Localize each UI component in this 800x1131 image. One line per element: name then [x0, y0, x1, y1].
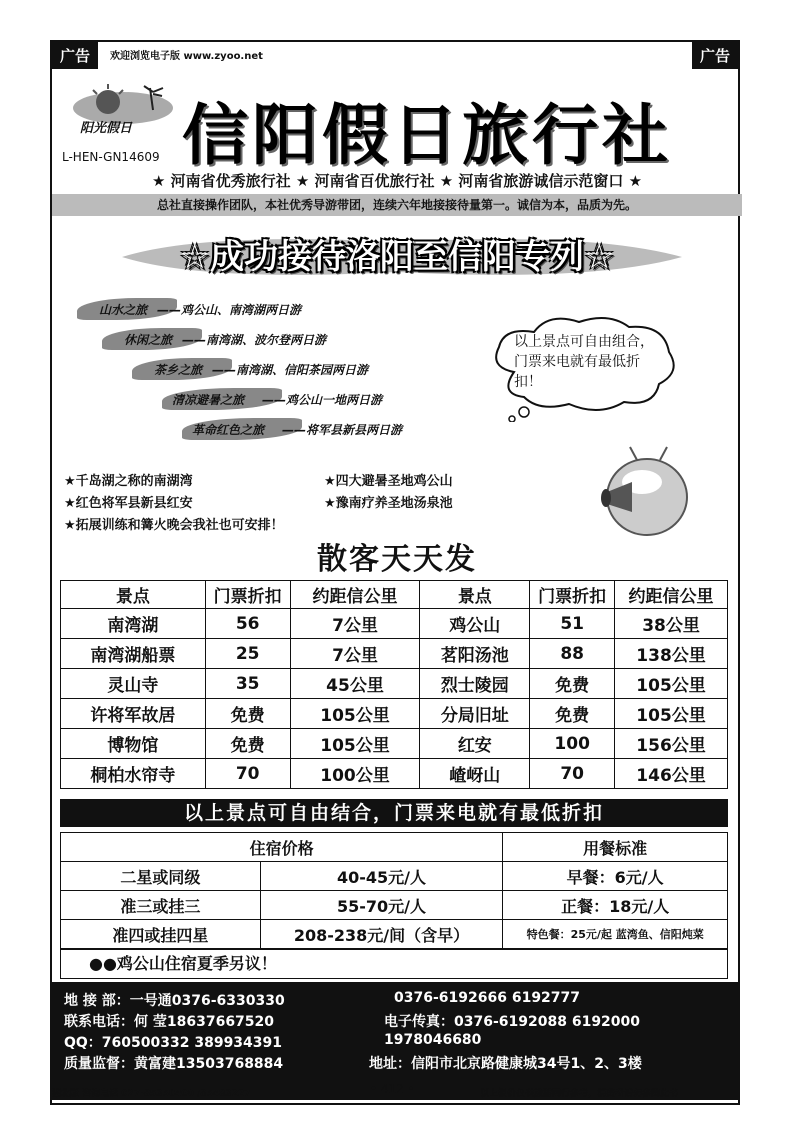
contact-line: 电子传真：0376-6192088 6192000 — [384, 1014, 641, 1030]
tour-item — [77, 294, 497, 324]
footer-disclaimer: 以上报价仅供旅游同行参考，消费者请勿参阅此书 — [480, 1089, 679, 1099]
tour-list — [77, 294, 497, 444]
table-row: 博物馆 免费 105公里 红安 100 156公里 — [61, 729, 728, 759]
table-row: 许将军故居 免费 105公里 分局旧址 免费 105公里 — [61, 699, 728, 729]
sun-logo-icon — [68, 80, 178, 140]
feature-item: ★豫南疗养圣地汤泉池 — [324, 496, 453, 511]
table-row: 准三或挂三 55-70元/人 正餐：18元/人 — [61, 891, 728, 920]
table-row: 灵山寺 35 45公里 烈士陵园 免费 105公里 — [61, 669, 728, 699]
feature-item: ★拓展训练和篝火晚会我社也可安排！ — [64, 518, 284, 533]
logo-text: 阳光假日 — [80, 121, 133, 136]
column-header: 景点 — [61, 581, 206, 609]
contact-line: 地址：信阳市北京路健康城34号1、2、3楼 — [369, 1056, 642, 1072]
slogan-bar: 总社直接操作团队，本社优秀导游带团，连续六年地接接待量第一。诚信为本，品质为先。 — [52, 194, 742, 216]
tour-desc: ——南湾湖、波尔登两日游 — [182, 333, 327, 347]
license-number: L-HEN-GN14609 — [62, 150, 160, 164]
table-header-row — [61, 581, 728, 609]
footer-hotline: 湖北版 咨询电话 027-85350400 /85483227 — [52, 1089, 251, 1099]
contact-line: 1978046680 — [384, 1032, 482, 1048]
column-header: 景点 — [420, 581, 530, 609]
banner-text: ☆成功接待洛阳至信阳专列☆ — [179, 237, 615, 277]
tour-name: 清凉避暑之旅 — [172, 393, 245, 407]
tour-item — [77, 414, 497, 444]
ticket-table — [60, 580, 728, 789]
tour-name: 茶乡之旅 — [154, 363, 203, 377]
tour-name: 革命红色之旅 — [192, 423, 265, 437]
lodging-table — [60, 832, 728, 949]
table-row: 二星或同级 40-45元/人 早餐：6元/人 — [61, 862, 728, 891]
table-row: 南湾湖船票 25 7公里 茗阳汤池 88 138公里 — [61, 639, 728, 669]
tour-desc: ——将军县新县两日游 — [282, 423, 403, 437]
feature-item: ★红色将军县新县红安 — [64, 496, 193, 511]
tour-name: 休闲之旅 — [124, 333, 173, 347]
contact-line: 0376-6192666 6192777 — [394, 990, 581, 1006]
feature-list — [64, 470, 534, 536]
table-row: 南湾湖 56 7公里 鸡公山 51 38公里 — [61, 609, 728, 639]
welcome-url: 欢迎浏览电子版 www.zyoo.net — [110, 51, 263, 62]
summer-note: ●●鸡公山住宿夏季另议！ — [60, 949, 728, 979]
table-row: 桐柏水帘寺 70 100公里 嵖岈山 70 146公里 — [61, 759, 728, 789]
ad-tag-right: 广告 — [692, 42, 738, 69]
ad-tag-left: 广告 — [52, 42, 98, 69]
honors-line: ★ 河南省优秀旅行社 ★ 河南省百优旅行社 ★ 河南省旅游诚信示范窗口 ★ — [151, 172, 643, 190]
tour-desc: ——鸡公山一地两日游 — [262, 393, 383, 407]
tour-item — [77, 384, 497, 414]
tour-item — [77, 324, 497, 354]
daily-departure-heading: 散客天天发 — [317, 542, 477, 577]
special-train-banner — [82, 232, 712, 282]
tour-desc: ——南湾湖、信阳茶园两日游 — [212, 363, 369, 377]
ad-page — [50, 40, 740, 1105]
agency-title: 信阳假日旅行社 — [182, 97, 672, 174]
tour-desc: ——鸡公山、南湾湖两日游 — [157, 303, 302, 317]
feature-item: ★四大避暑圣地鸡公山 — [324, 474, 453, 489]
megaphone-mascot-icon — [592, 442, 692, 542]
tour-name: 山水之旅 — [99, 303, 148, 317]
cloud-text: 以上景点可自由组合，门票来电就有最低折扣！ — [514, 334, 654, 390]
column-header: 约距信公里 — [615, 581, 728, 609]
tour-item — [77, 354, 497, 384]
contact-line: QQ：760500332 389934391 — [64, 1035, 283, 1051]
discount-notice-bar: 以上景点可自由结合，门票来电就有最低折扣 — [60, 799, 728, 827]
column-header: 门票折扣 — [530, 581, 615, 609]
page-number: • 412 • — [370, 1082, 415, 1096]
contact-line: 联系电话：何 莹18637667520 — [64, 1014, 275, 1030]
column-header: 住宿价格 — [61, 833, 503, 862]
column-header: 约距信公里 — [290, 581, 420, 609]
contact-line: 地 接 部：一号通0376-6330330 — [64, 993, 285, 1009]
table-header-row — [61, 833, 728, 862]
column-header: 门票折扣 — [205, 581, 290, 609]
table-row: 准四或挂四星 208-238元/间（含早） 特色餐：25元/起 蓝湾鱼、信阳炖菜 — [61, 920, 728, 949]
contact-line: 质量监督：黄富建13503768884 — [64, 1056, 284, 1072]
column-header: 用餐标准 — [503, 833, 728, 862]
feature-item: ★千岛湖之称的南湖湾 — [64, 474, 193, 489]
